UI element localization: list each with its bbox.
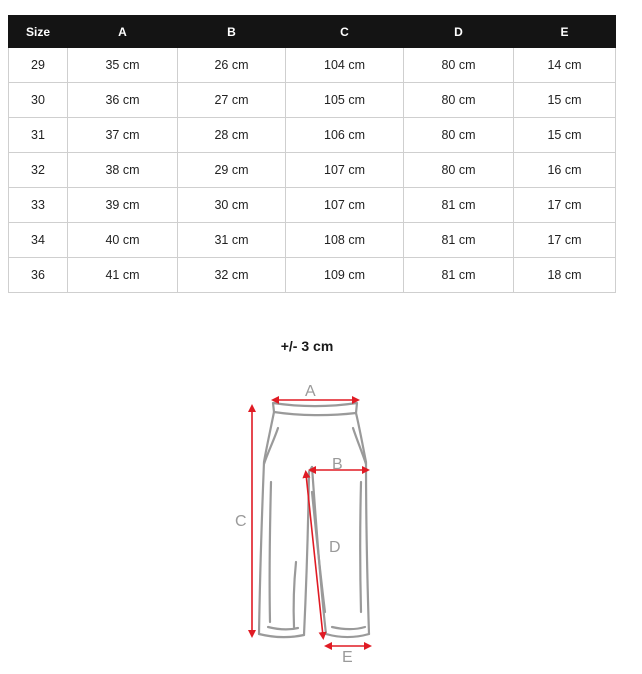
cell-c: 104 cm	[286, 48, 404, 83]
cell-e: 14 cm	[514, 48, 616, 83]
cell-c: 105 cm	[286, 83, 404, 118]
cell-d: 80 cm	[404, 153, 514, 188]
cell-a: 39 cm	[68, 188, 178, 223]
cell-c: 107 cm	[286, 153, 404, 188]
cell-c: 107 cm	[286, 188, 404, 223]
cell-e: 15 cm	[514, 83, 616, 118]
cell-size: 36	[9, 258, 68, 293]
cell-e: 16 cm	[514, 153, 616, 188]
cell-a: 38 cm	[68, 153, 178, 188]
header-b: B	[178, 16, 286, 48]
header-size: Size	[9, 16, 68, 48]
cell-b: 27 cm	[178, 83, 286, 118]
cell-b: 30 cm	[178, 188, 286, 223]
cell-a: 36 cm	[68, 83, 178, 118]
cell-d: 80 cm	[404, 83, 514, 118]
header-c: C	[286, 16, 404, 48]
table-row	[9, 223, 616, 258]
pants-outline-icon	[259, 403, 369, 637]
cell-a: 41 cm	[68, 258, 178, 293]
tolerance-note: +/- 3 cm	[280, 338, 334, 354]
table-row	[9, 153, 616, 188]
cell-b: 31 cm	[178, 223, 286, 258]
label-b: B	[332, 456, 343, 473]
cell-a: 40 cm	[68, 223, 178, 258]
cell-size: 31	[9, 118, 68, 153]
label-e: E	[342, 649, 353, 666]
label-c: C	[235, 513, 247, 530]
table-row	[9, 83, 616, 118]
pants-measurement-diagram	[220, 372, 400, 672]
header-e: E	[514, 16, 616, 48]
header-a: A	[68, 16, 178, 48]
table-row	[9, 48, 616, 83]
header-d: D	[404, 16, 514, 48]
cell-a: 35 cm	[68, 48, 178, 83]
cell-b: 26 cm	[178, 48, 286, 83]
table-row	[9, 258, 616, 293]
cell-size: 32	[9, 153, 68, 188]
cell-c: 109 cm	[286, 258, 404, 293]
cell-b: 32 cm	[178, 258, 286, 293]
cell-size: 33	[9, 188, 68, 223]
cell-e: 18 cm	[514, 258, 616, 293]
label-d: D	[329, 539, 341, 556]
table-header-row	[9, 16, 616, 48]
cell-c: 106 cm	[286, 118, 404, 153]
cell-d: 81 cm	[404, 188, 514, 223]
cell-b: 28 cm	[178, 118, 286, 153]
cell-e: 17 cm	[514, 188, 616, 223]
cell-d: 80 cm	[404, 118, 514, 153]
table-row	[9, 188, 616, 223]
cell-size: 29	[9, 48, 68, 83]
cell-d: 81 cm	[404, 258, 514, 293]
cell-size: 30	[9, 83, 68, 118]
cell-c: 108 cm	[286, 223, 404, 258]
label-a: A	[305, 383, 316, 400]
cell-a: 37 cm	[68, 118, 178, 153]
cell-d: 80 cm	[404, 48, 514, 83]
cell-size: 34	[9, 223, 68, 258]
cell-b: 29 cm	[178, 153, 286, 188]
cell-e: 17 cm	[514, 223, 616, 258]
cell-e: 15 cm	[514, 118, 616, 153]
size-chart-table	[8, 15, 616, 293]
table-row	[9, 118, 616, 153]
cell-d: 81 cm	[404, 223, 514, 258]
